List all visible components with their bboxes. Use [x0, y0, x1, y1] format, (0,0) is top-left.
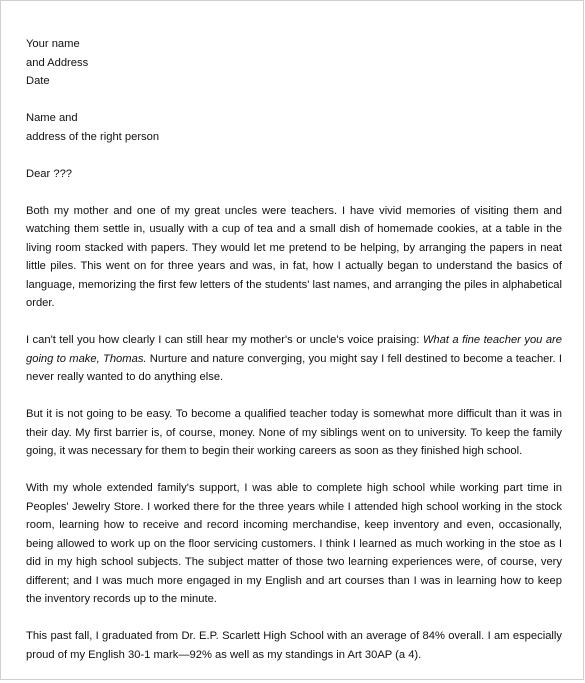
sender-name: Your name: [26, 38, 80, 50]
paragraph-3: But it is not going to be easy. To become a qualified teacher today is somewhat more difficult than it was in their day. My first barrier is, of course, money. None of my siblings went on to university. To keep the family going, it was necessary for them to begin their working careers as soon as they finished high school.: [26, 408, 562, 457]
recipient-block: [26, 109, 562, 146]
paragraph-4: With my whole extended family's support, I was able to complete high school while working part time in Peoples' Jewelry Store. I worked there for the three years while I attended high school working in the stock room, learning how to receive and record incoming merchandise, keep inventory and even, occasionally, being allowed to work up on the floor servicing customers. I think I learned as much working in the stoe as I did in my high school subjects. The subject matter of those two learning experiences were, of course, very different; and I was much more engaged in my English and art courses than I was in learning how to keep the inventory records up to the minute.: [26, 482, 562, 605]
letter-body: [26, 35, 562, 683]
sender-date: Date: [26, 75, 50, 87]
paragraph-5: This past fall, I graduated from Dr. E.P. Scarlett High School with an average of 84% overall. I am especially proud of my English 30-1 mark—92% as well as my standings in Art 30AP (a 4).: [26, 630, 562, 661]
sender-block: [26, 35, 562, 91]
recipient-name: Name and: [26, 112, 78, 124]
sender-address: and Address: [26, 56, 89, 69]
paragraph-1: Both my mother and one of my great uncles were teachers. I have vivid memories of visiting them and watching them settle in, usually with a cup of tea and a small dish of homemade cookies, at a table in the living room stacked with papers. They would let me pretend to be helping, by arranging the papers in neat little piles. This went on for three years and was, in fat, how I actually began to understand the basics of language, memorizing the first few letters of the students' last names, and arranging the piles in alphabetical order.: [26, 204, 562, 309]
paragraph-2: [26, 331, 562, 387]
paragraph-2-quote: What a fine teacher you are going to make, Thomas.: [26, 334, 563, 365]
paragraph-2-rest: Nurture and nature converging, you might say I fell destined to become a teacher. I never really wanted to do anything else.: [26, 352, 563, 383]
paragraph-2-intro: I can't tell you how clearly I can still hear my mother's or uncle's voice praising:: [26, 334, 423, 346]
salutation: Dear ???: [26, 167, 73, 180]
recipient-address: address of the right person: [26, 130, 160, 143]
